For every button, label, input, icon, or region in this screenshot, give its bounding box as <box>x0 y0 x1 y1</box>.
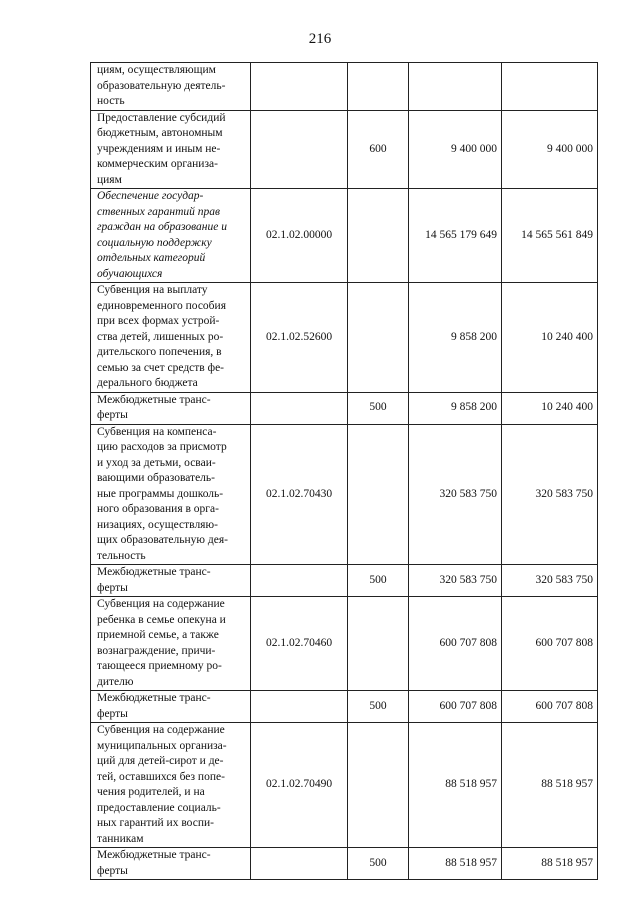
item-name-cell <box>91 392 251 424</box>
item-name-line: Субвенция на содержание <box>97 724 225 736</box>
budget-table <box>90 62 598 880</box>
item-name-line: Субвенция на выплату <box>97 284 208 296</box>
table-row <box>91 283 598 393</box>
sum-year2-cell: 9 400 000 <box>502 110 598 189</box>
code-cell: 02.1.02.52600 <box>251 283 348 393</box>
item-name-line: ных гарантий их воспи- <box>97 817 214 829</box>
item-name-cell <box>91 691 251 723</box>
item-name-line: тельность <box>97 549 146 562</box>
item-name-line: образовательную деятель- <box>97 79 226 92</box>
item-name-line: муниципальных организа- <box>97 739 227 752</box>
expense-type-cell: 500 <box>348 691 409 723</box>
item-name-cell <box>91 283 251 393</box>
code-cell <box>251 691 348 723</box>
expense-type-cell <box>348 597 409 691</box>
item-name-line: ферты <box>97 864 128 877</box>
page-number: 216 <box>308 31 332 47</box>
sum-year2-cell: 320 583 750 <box>502 565 598 597</box>
item-name-line: ферты <box>97 581 128 594</box>
expense-type-cell <box>348 63 409 111</box>
sum-year1-cell: 320 583 750 <box>409 424 502 565</box>
item-name-line: тающееся приемному ро- <box>97 660 222 672</box>
code-cell: 02.1.02.70430 <box>251 424 348 565</box>
item-name-line: щих образовательную дея- <box>97 534 228 546</box>
sum-year1-cell: 9 858 200 <box>409 392 502 424</box>
item-name-cell <box>91 424 251 565</box>
item-name-line: Предоставление субсидий <box>97 111 226 124</box>
item-name-line: ные программы дошколь- <box>97 487 224 500</box>
expense-type-cell <box>348 424 409 565</box>
sum-year1-cell: 9 858 200 <box>409 283 502 393</box>
item-name-line: тей, оставшихся без попе- <box>97 770 225 783</box>
sum-year1-cell: 14 565 179 649 <box>409 189 502 283</box>
item-name-line: Обеспечение государ- <box>97 190 204 202</box>
item-name-cell <box>91 597 251 691</box>
item-name-line: Межбюджетные транс- <box>97 692 211 704</box>
item-name-line: ций для детей-сирот и де- <box>97 755 224 767</box>
expense-type-cell <box>348 723 409 848</box>
item-name-line: ного образования в орга- <box>97 503 219 515</box>
item-name-line: Субвенция на содержание <box>97 598 225 610</box>
table-row <box>91 565 598 597</box>
code-cell <box>251 63 348 111</box>
item-name-line: циям <box>97 173 122 186</box>
sum-year2-cell: 10 240 400 <box>502 283 598 393</box>
item-name-line: ферты <box>97 409 128 421</box>
item-name-line: единовременного пособия <box>97 299 226 312</box>
item-name-line: ства детей, лишенных ро- <box>97 330 224 343</box>
sum-year1-cell: 88 518 957 <box>409 848 502 880</box>
item-name-line: социальную поддержку <box>97 236 212 249</box>
code-cell <box>251 110 348 189</box>
table-row <box>91 424 598 565</box>
code-cell: 02.1.02.00000 <box>251 189 348 283</box>
item-name-line: учреждениям и иным не- <box>97 142 221 155</box>
table-row <box>91 723 598 848</box>
item-name-line: семью за счет средств фе- <box>97 361 224 374</box>
sum-year1-cell: 88 518 957 <box>409 723 502 848</box>
item-name-line: и уход за детьми, осваи- <box>97 456 216 469</box>
item-name-line: дительского попечения, в <box>97 346 222 358</box>
item-name-line: танникам <box>97 832 144 845</box>
sum-year2-cell: 88 518 957 <box>502 848 598 880</box>
sum-year1-cell: 320 583 750 <box>409 565 502 597</box>
sum-year2-cell: 14 565 561 849 <box>502 189 598 283</box>
sum-year2-cell: 10 240 400 <box>502 392 598 424</box>
table-row <box>91 189 598 283</box>
sum-year2-cell: 600 707 808 <box>502 597 598 691</box>
expense-type-cell: 500 <box>348 565 409 597</box>
item-name-line: чения родителей, и на <box>97 786 205 798</box>
sum-year2-cell: 88 518 957 <box>502 723 598 848</box>
sum-year1-cell: 600 707 808 <box>409 691 502 723</box>
table-row <box>91 848 598 880</box>
sum-year2-cell <box>502 63 598 111</box>
item-name-line: ственных гарантий прав <box>97 205 221 218</box>
expense-type-cell: 500 <box>348 392 409 424</box>
expense-type-cell: 600 <box>348 110 409 189</box>
item-name-cell <box>91 189 251 283</box>
item-name-line: граждан на образование и <box>97 221 227 233</box>
item-name-cell <box>91 110 251 189</box>
item-name-line: отдельных категорий <box>97 252 206 264</box>
table-row <box>91 110 598 189</box>
sum-year1-cell <box>409 63 502 111</box>
sum-year1-cell: 9 400 000 <box>409 110 502 189</box>
item-name-line: приемной семье, а также <box>97 629 219 641</box>
expense-type-cell <box>348 283 409 393</box>
item-name-line: вающими образователь- <box>97 472 215 484</box>
item-name-line: коммерческим организа- <box>97 158 218 170</box>
item-name-line: ребенка в семье опекуна и <box>97 613 226 626</box>
table-row <box>91 63 598 111</box>
sum-year1-cell: 600 707 808 <box>409 597 502 691</box>
sum-year2-cell: 320 583 750 <box>502 424 598 565</box>
table-row <box>91 392 598 424</box>
item-name-line: предоставление социаль- <box>97 801 221 814</box>
item-name-line: Межбюджетные транс- <box>97 849 211 861</box>
sum-year2-cell: 600 707 808 <box>502 691 598 723</box>
item-name-line: ферты <box>97 707 128 720</box>
item-name-line: обучающихся <box>97 267 163 280</box>
item-name-cell <box>91 723 251 848</box>
table-body <box>91 63 598 880</box>
expense-type-cell <box>348 189 409 283</box>
code-cell <box>251 392 348 424</box>
code-cell <box>251 565 348 597</box>
item-name-cell <box>91 565 251 597</box>
item-name-cell <box>91 63 251 111</box>
item-name-line: Субвенция на компенса- <box>97 425 217 438</box>
item-name-line: низациях, осуществляю- <box>97 518 218 531</box>
code-cell: 02.1.02.70460 <box>251 597 348 691</box>
item-name-line: циям, осуществляющим <box>97 64 216 76</box>
code-cell <box>251 848 348 880</box>
code-cell: 02.1.02.70490 <box>251 723 348 848</box>
item-name-line: при всех формах устрой- <box>97 315 220 327</box>
item-name-line: ность <box>97 95 125 107</box>
table-row <box>91 691 598 723</box>
item-name-line: дителю <box>97 675 134 688</box>
expense-type-cell: 500 <box>348 848 409 880</box>
item-name-line: Межбюджетные транс- <box>97 566 211 578</box>
item-name-line: вознаграждение, причи- <box>97 644 216 657</box>
item-name-line: бюджетным, автономным <box>97 127 223 139</box>
item-name-line: Межбюджетные транс- <box>97 393 211 406</box>
item-name-cell <box>91 848 251 880</box>
table-row <box>91 597 598 691</box>
item-name-line: дерального бюджета <box>97 377 198 389</box>
item-name-line: цию расходов за присмотр <box>97 441 227 453</box>
